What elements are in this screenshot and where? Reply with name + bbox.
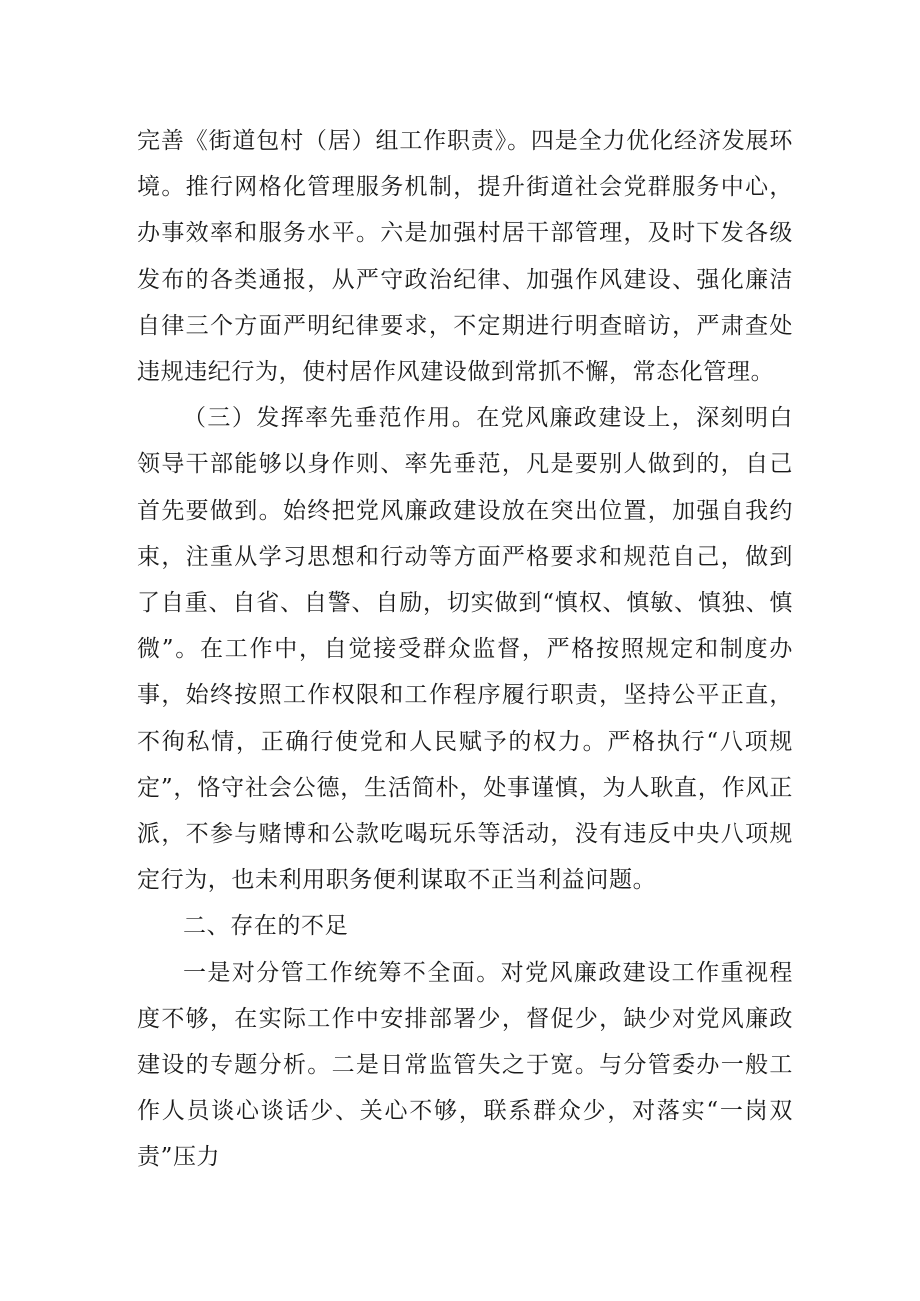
section-heading-shortcomings: 二、存在的不足 bbox=[183, 913, 349, 940]
paragraph-continuation: 完善《街道包村（居）组工作职责》。四是全力优化经济发展环境。推行网格化管理服务机制，提升街道社会党群服务中心，办事效率和服务水平。六是加强村居干部管理，及时下发各级发布的各类通报，从严守政治纪律、加强作风建设、强化廉洁自律三个方面严明纪律要求，不定期进行明查暗访，严肃查处违规违纪行为，使村居作风建设做到常抓不懈，常态化管理。 bbox=[137, 128, 793, 386]
paragraph-shortcomings: 一是对分管工作统筹不全面。对党风廉政建设工作重视程度不够，在实际工作中安排部署少，督促少，缺少对党风廉政建设的专题分析。二是日常监管失之于宽。与分管委办一般工作人员谈心谈话少、关心不够，联系群众少，对落实“一岗双责”压力 bbox=[137, 959, 793, 1171]
document-body bbox=[137, 118, 793, 1181]
paragraph-leadership-example: （三）发挥率先垂范作用。在党风廉政建设上，深刻明白领导干部能够以身作则、率先垂范，凡是要别人做到的，自己首先要做到。始终把党风廉政建设放在突出位置，加强自我约束，注重从学习思想和行动等方面严格要求和规范自己，做到了自重、自省、自警、自励，切实做到“慎权、慎敏、慎独、慎微”。在工作中，自觉接受群众监督，严格按照规定和制度办事，始终按照工作权限和工作程序履行职责，坚持公平正直，不徇私情，正确行使党和人民赋予的权力。严格执行“八项规定”，恪守社会公德，生活简朴，处事谨慎，为人耿直，作风正派，不参与赌博和公款吃喝玩乐等活动，没有违反中央八项规定行为，也未利用职务便利谋取不正当利益问题。 bbox=[137, 405, 793, 894]
